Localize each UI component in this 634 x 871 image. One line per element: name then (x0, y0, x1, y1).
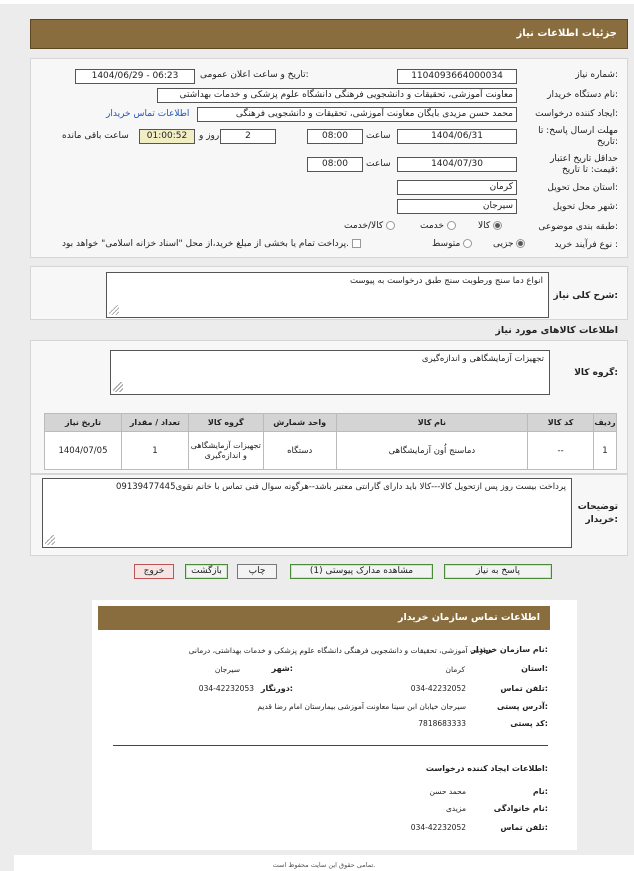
contact-province-value: کرمان (445, 665, 465, 674)
price-date-field: 1404/07/30 (397, 157, 517, 172)
send-deadline-label: مهلت ارسال پاسخ: تا تاریخ: (538, 126, 618, 147)
page-header (30, 19, 628, 49)
print-button[interactable]: چاپ (237, 564, 277, 579)
radio-selected-icon[interactable] (493, 221, 502, 230)
contact-postal-label: کد پستی: (510, 719, 548, 728)
send-hour-label: ساعت (366, 131, 391, 141)
resize-handle-icon[interactable] (113, 382, 123, 392)
province-field: کرمان (397, 180, 517, 195)
cell-group: تجهیزات آزمایشگاهی و اندازه‌گیری (188, 432, 263, 470)
radio-selected-icon[interactable] (516, 239, 525, 248)
process-option-medium[interactable]: متوسط (432, 239, 472, 249)
creator-first-name-label: نام: (532, 787, 548, 796)
contact-province-label: استان: (521, 664, 548, 673)
remaining-time-field: 01:00:52 (139, 129, 195, 144)
need-number-label: شماره نیاز: (575, 70, 618, 80)
send-hour-field: 08:00 (307, 129, 363, 144)
attachments-button[interactable]: مشاهده مدارک پیوستی (1) (290, 564, 433, 579)
contact-address-value: سیرجان خیابان ابن سینا معاونت آموزشی بیمارستان امام رضا قدیم (257, 702, 466, 711)
cell-name: دماسنج اُون آزمایشگاهی (336, 432, 528, 470)
contact-card-title: اطلاعات تماس سازمان خریدار (397, 612, 540, 623)
price-deadline-label: حداقل تاریخ اعتبار قیمت: تا تاریخ: (550, 154, 618, 175)
col-qty: تعداد / مقدار (121, 414, 188, 432)
remaining-label: ساعت باقی مانده (62, 131, 129, 141)
city-field: سیرجان (397, 199, 517, 214)
buyer-notes-textarea[interactable]: پرداخت بیست روز پس ازتحویل کالا---کالا باید دارای گارانتی معتبر باشد--هرگونه سوال فنی تماس با خانم نقوی09139477445 (42, 478, 572, 548)
col-date: تاریخ نیاز (45, 414, 122, 432)
resize-handle-icon[interactable] (45, 535, 55, 545)
buyer-contact-link[interactable]: اطلاعات تماس خریدار (106, 109, 190, 119)
col-name: نام کالا (336, 414, 528, 432)
contact-divider (113, 745, 548, 746)
days-field: 2 (220, 129, 276, 144)
col-code: کد کالا (528, 414, 594, 432)
contact-fax-value: 034-42232053 (198, 684, 254, 693)
province-label: استان محل تحویل: (547, 183, 618, 193)
contact-city-value: سیرجان (214, 665, 240, 674)
creator-phone-label: تلفن تماس: (500, 823, 548, 832)
category-option-both[interactable]: کالا/خدمت (344, 221, 395, 231)
contact-city-label: شهر: (271, 664, 293, 673)
col-unit: واحد شمارش (263, 414, 336, 432)
send-date-field: 1404/06/31 (397, 129, 517, 144)
buyer-notes-label: توضیحات خریدار: (577, 502, 618, 525)
price-hour-field: 08:00 (307, 157, 363, 172)
resize-handle-icon[interactable] (109, 305, 119, 315)
reply-button[interactable]: پاسخ به نیاز (444, 564, 552, 579)
goods-group-label: گروه کالا: (574, 368, 618, 378)
creator-last-name-label: نام خانوادگی: (493, 804, 548, 813)
page-title: جزئیات اطلاعات نیاز (516, 28, 617, 39)
city-label: شهر محل تحویل: (552, 202, 618, 212)
cell-row: 1 (594, 432, 617, 470)
radio-icon[interactable] (447, 221, 456, 230)
creator-first-name-value: محمد حسن (429, 787, 466, 796)
buyer-org-label: نام دستگاه خریدار: (547, 90, 618, 100)
creator-label: ایجاد کننده درخواست: (535, 109, 618, 119)
treasury-payment-option[interactable]: پرداخت تمام یا بخشی از مبلغ خرید،از محل "اسناد خزانه اسلامی" خواهد بود. (62, 239, 361, 249)
col-row: ردیف (594, 414, 617, 432)
contact-address-label: آدرس پستی: (497, 702, 548, 711)
creator-field: محمد حسن مزیدی بایگان معاونت آموزشی، تحقیقات و دانشجویی فرهنگی (197, 107, 517, 122)
contact-card-header (98, 606, 550, 630)
process-option-minor[interactable]: جزیی (493, 239, 525, 249)
contact-postal-value: 7818683333 (418, 719, 466, 728)
creator-last-name-value: مزیدی (445, 804, 466, 813)
summary-label: شرح کلی نیاز: (553, 291, 618, 301)
col-group: گروه کالا (188, 414, 263, 432)
copyright-text: تمامی حقوق این سایت محفوظ است. (272, 861, 376, 869)
goods-section-title: اطلاعات کالاهای مورد نیاز (495, 325, 618, 336)
contact-phone-value: 034-42232052 (410, 684, 466, 693)
table-row[interactable] (45, 432, 617, 470)
cell-date: 1404/07/05 (45, 432, 122, 470)
announce-label: تاریخ و ساعت اعلان عمومی: (200, 70, 309, 80)
page-footer (14, 855, 634, 871)
radio-icon[interactable] (386, 221, 395, 230)
checkbox-icon[interactable] (352, 239, 361, 248)
back-button[interactable]: بازگشت (185, 564, 228, 579)
buyer-org-field: معاونت آموزشی، تحقیقات و دانشجویی فرهنگی دانشگاه علوم پزشکی و خدمات بهداشتی (157, 88, 517, 103)
process-label: نوع فرآیند خرید : (554, 240, 618, 250)
contact-org-value: معاونت آموزشی، تحقیقات و دانشجویی فرهنگی دانشگاه علوم پزشکی و خدمات بهداشتی، درمانی (188, 646, 493, 655)
cell-code: -- (528, 432, 594, 470)
category-option-goods[interactable]: کالا (478, 221, 502, 231)
goods-table (44, 413, 617, 470)
cell-unit: دستگاه (263, 432, 336, 470)
announce-field: 1404/06/29 - 06:23 (75, 69, 195, 84)
goods-table-header (45, 414, 617, 432)
need-number-field: 1104093664000034 (397, 69, 517, 84)
contact-org-label: نام سازمان خریدار: (471, 645, 548, 654)
goods-group-textarea[interactable]: تجهیزات آزمایشگاهی و اندازه‌گیری (110, 350, 550, 395)
summary-textarea[interactable]: انواع دما سنج ورطوبت سنج طبق درخواست به پیوست (106, 272, 549, 318)
contact-phone-label: تلفن تماس: (500, 684, 548, 693)
creator-info-title: اطلاعات ایجاد کننده درخواست: (425, 764, 548, 773)
contact-fax-label: دورنگار: (260, 684, 293, 693)
category-option-service[interactable]: خدمت (420, 221, 456, 231)
days-label: روز و (199, 131, 220, 141)
creator-phone-value: 034-42232052 (410, 823, 466, 832)
top-strip (0, 0, 634, 4)
cell-qty: 1 (121, 432, 188, 470)
price-hour-label: ساعت (366, 159, 391, 169)
category-label: طبقه بندی موضوعی: (538, 222, 618, 232)
radio-icon[interactable] (463, 239, 472, 248)
exit-button[interactable]: خروج (134, 564, 174, 579)
